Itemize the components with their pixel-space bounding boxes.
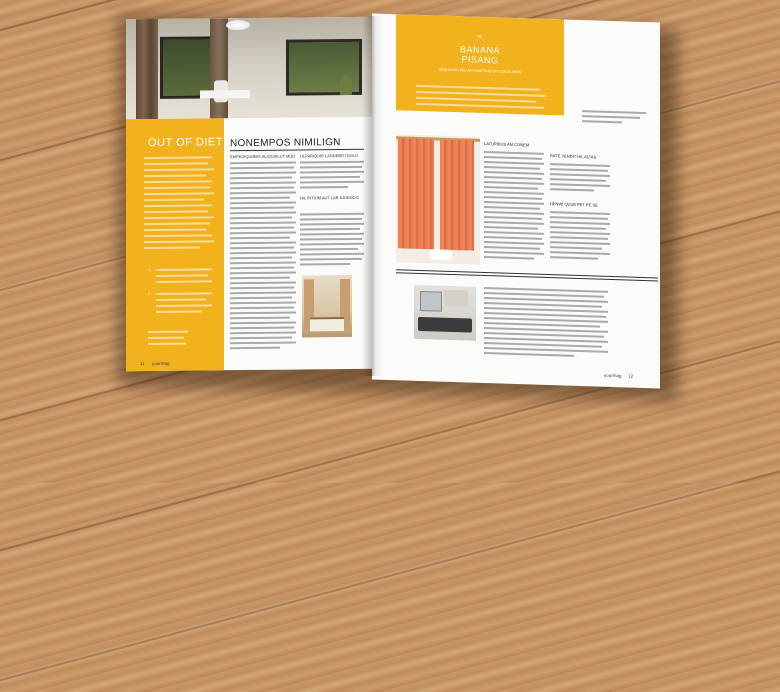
curtain-shape bbox=[136, 19, 158, 119]
plant-shape bbox=[340, 75, 352, 95]
column-subheading: ULPARIQUIE LANDEBITI DOLO bbox=[300, 152, 359, 159]
left-page bbox=[126, 17, 372, 372]
list-number: 1 bbox=[148, 267, 151, 273]
bedroom-photo bbox=[302, 275, 352, 338]
column-subheading: LATURIBUS AM CONEM bbox=[484, 140, 530, 148]
column-subheading: HIL INTIUM AUT LAB ILIGENDO bbox=[300, 194, 359, 201]
main-heading: NONEMPOS NIMILIGN bbox=[230, 137, 341, 150]
magazine-brand: yourmag bbox=[604, 372, 622, 379]
list-number: 2 bbox=[148, 291, 151, 297]
column-subheading: EMPEDIQUIRES ALIQUIALUT MOD bbox=[230, 153, 296, 160]
magazine-brand: yourmag bbox=[152, 360, 170, 367]
page-number: 12 bbox=[628, 373, 634, 379]
curtain-room-photo bbox=[396, 134, 480, 265]
feature-body-text bbox=[126, 118, 224, 119]
ceiling-lamp-shape bbox=[226, 20, 250, 30]
magazine-spine bbox=[362, 16, 384, 376]
room-photo bbox=[126, 17, 372, 120]
heading-rule bbox=[230, 149, 364, 151]
banner-title-line1: BANANA bbox=[459, 44, 500, 56]
curtain-shape bbox=[210, 18, 228, 118]
right-page bbox=[372, 13, 660, 388]
banner-title-line2: PISANG bbox=[461, 54, 499, 66]
page-number: 11 bbox=[140, 361, 145, 367]
wood-plank-seam bbox=[0, 457, 780, 692]
desk-shape bbox=[200, 90, 250, 99]
banner-subtitle: SEQUATIAS PELIAM REMPELIQ UIS DOLES MINS bbox=[438, 67, 521, 75]
column-subheading: RATE VENDIT HIL ALTAS bbox=[550, 153, 597, 160]
banner-kicker: BE bbox=[477, 34, 483, 39]
feature-sidebar bbox=[126, 118, 224, 371]
living-room-photo bbox=[414, 285, 476, 341]
feature-heading: OUT OF DIET bbox=[148, 136, 223, 150]
title-banner bbox=[396, 14, 564, 115]
section-divider bbox=[396, 269, 658, 281]
column-subheading: HENWI QUUE PET PE SE bbox=[550, 201, 598, 208]
